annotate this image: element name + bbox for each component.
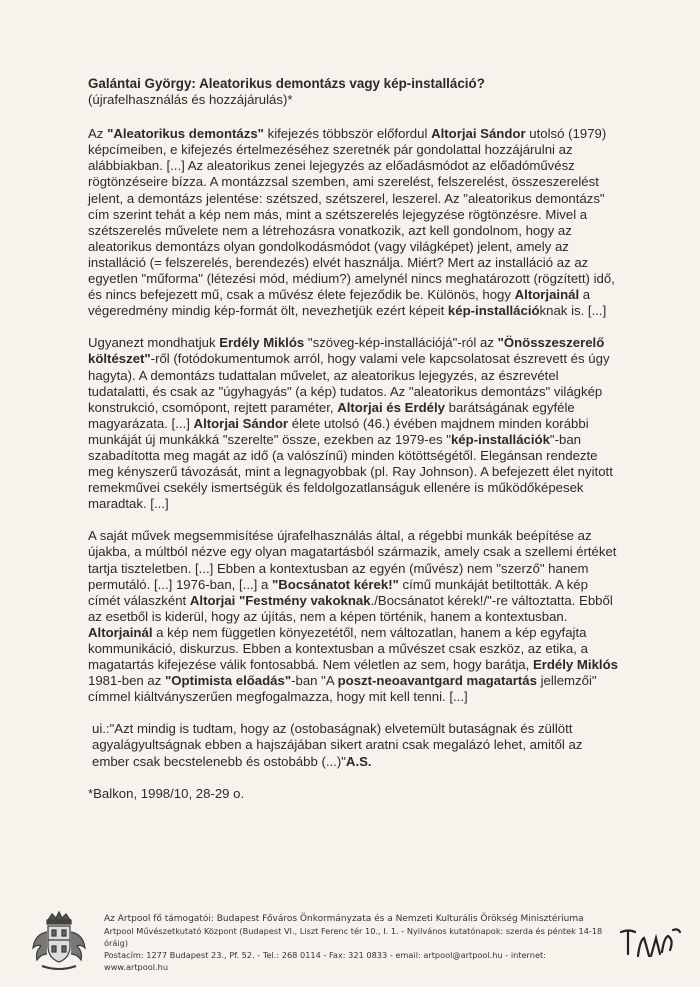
paragraph-1 (88, 126, 620, 319)
text-run: A saját művek megsemmisítése újrafelhasználás által, a régebbi munkák beépítése az újakba, a múltból nézve egy olyan magatartásból származik, amely csak a szellemi értéket tartja tiszteletben. [...] Ebben a kontextusban az egyén (művész) nem "szerző" hanem permutáló. [...] 1976-ban, [...] a (88, 528, 617, 592)
footer-address: Artpool Művészetkutató Központ (Budapest VI., Liszt Ferenc tér 10., I. 1. - Nyilvános kutatónapok: szerda és péntek 14-18 óráig) (104, 926, 603, 948)
text-run: jellemzői" címmel kiáltványszerűen megfogalmazza, hogy mit kell tenni. [...] (88, 673, 597, 705)
bold-emphasis: Erdély Miklós (219, 335, 305, 351)
bold-emphasis: "Aleatorikus demontázs" (107, 126, 264, 142)
text-run: 1981-ben az (88, 673, 165, 689)
article-subtitle: (újrafelhasználás és hozzájárulás)* (88, 92, 293, 108)
article-title: Galántai György: Aleatorikus demontázs vagy kép-installáció? (88, 76, 485, 91)
bold-emphasis: poszt-neoavantgard magatartás (337, 673, 537, 689)
footer (0, 898, 700, 987)
text-run: -ban "A (291, 673, 338, 689)
text-run: Ugyanezt mondhatjuk (88, 335, 220, 351)
article (88, 76, 620, 802)
text-run: a kép nem független könyezetétől, nem változatlan, hanem a kép egyfajta kommunikáció, diskurzus. Ebben a kontextusban a művészet csak eszköz, az etika, a magatartás kifejezése válik fontosabbá. Nem véletlen az sem, hogy barátja, (88, 624, 588, 673)
text-run: "-ban szabadította meg magát az idő (a valószínű) minden kötöttségétől. Elegánsan rendezte meg kényszerű távozását, mint a legnagyobbak (pl. Ray Johnson). A befejezett élet nyitott remekművei csekély ismertségük és feldolgozatlanságuk ellenére is működőképesek maradtak. [...] (88, 431, 613, 512)
source-note: *Balkon, 1998/10, 28-29 o. (88, 785, 245, 801)
bold-emphasis: A.S. (345, 753, 372, 769)
text-run: barátságának egyféle magyarázata. [...] (88, 399, 575, 431)
bold-emphasis: Altorjai Sándor (193, 415, 289, 431)
text-run: élete utolsó (46.) évében majdnem minden korábbi munkáját új munkákká "szerelte" össze, ezekben az 1979-es " (88, 415, 589, 447)
budapest-coat-of-arms-icon (28, 910, 90, 979)
text-run: a végeredmény mindig kép-formát ölt, nevezhetjük ezért képeit (88, 287, 591, 319)
bold-emphasis: kép-installáció (447, 303, 540, 319)
paragraph-2 (88, 335, 620, 512)
bold-emphasis: "Bocsánatot kérek!" (272, 576, 399, 592)
text-run: ui.:"Azt mindig is tudtam, hogy az (ostobaságnak) elvetemült butaságnak és züllött agyalágyultságnak ebben a hajszájában sikert aratni csak megalázó lehet, amitől az ember csak becstelenebb és ostobább (...)" (92, 721, 583, 769)
text-run: -ről (fotódokumentumok arról, hogy valami vele kapcsolatosat észrevett és úgy hagyta). A demontázs tudattalan művelet, az aleatorikus lejegyzés, az észrevétel tudatalatti, és csak az "úgyhagyás" (a kép) tudatos. Az "aleatorikus demontázs" világkép konstrukció, csomópont, rejtett paraméter, (88, 351, 610, 415)
bold-emphasis: Altorjainál (88, 624, 153, 640)
bold-emphasis: Altorjainál (514, 287, 580, 303)
bold-emphasis: Altorjai "Festmény vakoknak (189, 592, 371, 608)
text-run: knak is. [...] (539, 303, 607, 319)
text-run: című munkáját betiltották. A kép címét válaszként (88, 576, 588, 608)
text-run: utolsó (1979) képcímeiben, e kifejezés értelmezéséhez szeretnék pár gondolattal hozzájárulni az alábbiakban. [...] Az aleatorikus zenei lejegyzés az előadásmódot az előadóművész rögtönzéseire bízza. A montázzsal szemben, ami szerelést, felszerelést, összeszerelést jelent, a demontázs jelentése: szétszed, szétszerel, leszerel. Az "aleatorikus demontázs" cím szerint tehát a kép nem más, mint a szétszerelés lejegyzése rögtönzésre. Mivel a szétszerelés művelete nem a létrehozásra vonatkozik, azt kell gondolnom, hogy az aleatorikus demontázs olyan gondolkodásmódot (vagy világképet) jelent, amely az installáció (= felszerelés, berendezés) elvét használja. Miért? Mert az installáció az az egyetlen "műforma" (létezési mód, médium?) amelynél nincs meghatározott (rögzített) idő, és nincs befejezett mű, csak a művész élete fejeződik be. Különös, hogy (88, 126, 615, 303)
text-run: kifejezés többször előfordul (263, 126, 432, 142)
bold-emphasis: kép-installációk (450, 431, 550, 447)
postscript-quote (92, 721, 620, 769)
bold-emphasis: Altorjai és Erdély (337, 399, 445, 415)
text-run: Az (88, 126, 108, 142)
bold-emphasis: Erdély Miklós (532, 657, 618, 673)
bold-emphasis: "Önösszeszerelő költészet" (88, 335, 605, 367)
paragraph-3 (88, 528, 620, 705)
text-run: ./Bocsánatot kérek!/"-re változtatta. Ebből az esetből is kiderül, hogy az újítás, nem a képen történik, hanem a kontextusban. (88, 592, 613, 624)
text-run: "szöveg-kép-installációjá"-ról az (304, 335, 498, 351)
bold-emphasis: "Optimista előadás" (165, 673, 292, 689)
bold-emphasis: Altorjai Sándor (431, 126, 526, 142)
artpool-signature-logo (618, 926, 682, 965)
footer-supporters: Az Artpool fő támogatói: Budapest Főváros Önkormányzata és a Nemzeti Kulturális Örökség Minisztériuma (104, 914, 584, 924)
footer-text (104, 913, 604, 973)
footer-contact: Postacím: 1277 Budapest 23., Pf. 52. - Tel.: 268 0114 - Fax: 321 0833 - email: artpool@artpool.hu - internet: www.artpool.hu (104, 950, 546, 972)
